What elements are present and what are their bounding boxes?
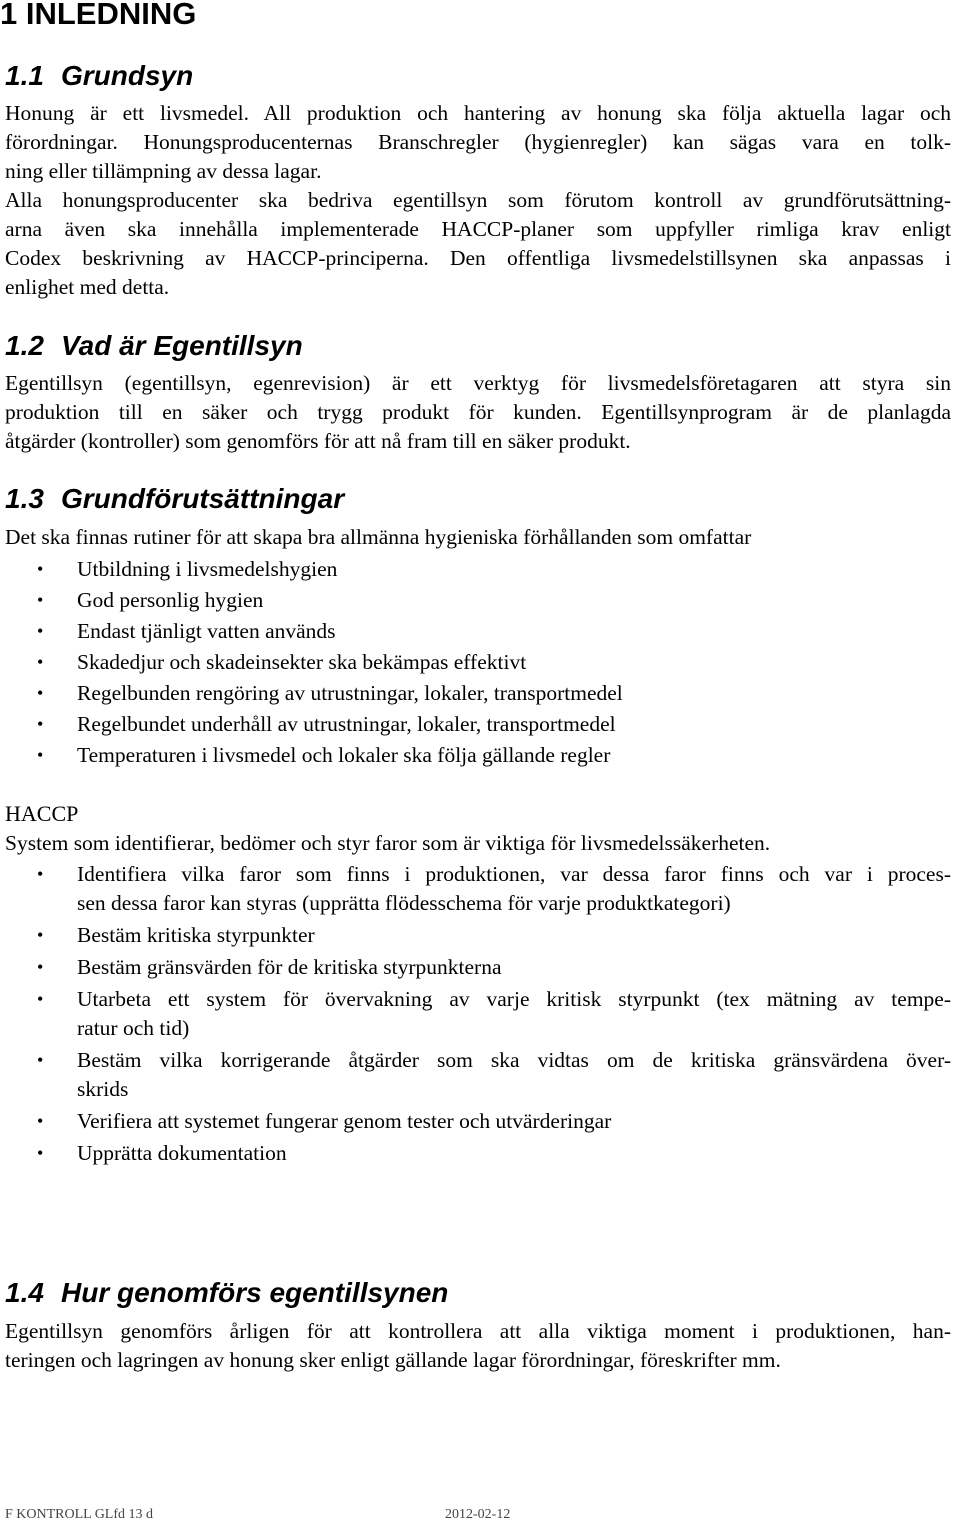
list-item — [5, 860, 951, 918]
paragraph-genomforande — [5, 1317, 951, 1375]
paragraph-haccp-intro — [5, 829, 951, 858]
list-item — [5, 678, 951, 709]
list-item-text: Skadedjur och skadeinsekter ska bekämpas effektivt — [77, 650, 527, 674]
bullet-icon: • — [37, 1143, 44, 1163]
list-item-text: sen dessa faror kan styras (upprätta flödesschema för varje produktkategori) — [77, 891, 731, 915]
list-item-text: Bestäm vilka korrigerande åtgärder som ska vidtas om de kritiska gränsvärdena över- — [77, 1048, 951, 1072]
section-number: 1.3 — [5, 483, 44, 514]
footer-date: 2012-02-12 — [445, 1507, 511, 1522]
text-line: Egentillsyn genomförs årligen för att kontrollera att alla viktiga moment i produktionen, han- — [5, 1319, 951, 1343]
bullet-icon: • — [37, 683, 44, 703]
text-line: arna även ska innehålla implementerade HACCP-planer som uppfyller rimliga krav enligt — [5, 217, 951, 241]
list-item — [5, 709, 951, 740]
section-heading-1-1 — [5, 59, 193, 93]
bullet-icon: • — [37, 1111, 44, 1131]
section-title: Grundsyn — [61, 60, 194, 91]
bullet-icon: • — [37, 745, 44, 765]
chapter-heading: 1 INLEDNING — [0, 0, 197, 31]
bullet-icon: • — [37, 714, 44, 734]
bullet-icon: • — [37, 621, 44, 641]
bullet-icon: • — [37, 957, 44, 977]
section-title: Grundförutsättningar — [61, 483, 345, 514]
list-item-text: Utbildning i livsmedelshygien — [77, 557, 338, 581]
list-item — [5, 921, 951, 950]
list-item-text: Identifiera vilka faror som finns i produktionen, var dessa faror finns och var i proces- — [77, 862, 951, 886]
list-item — [5, 647, 951, 678]
list-item-text: Bestäm gränsvärden för de kritiska styrpunkterna — [77, 955, 502, 979]
text-line: System som identifierar, bedömer och styr faror som är viktiga för livsmedelssäkerheten. — [5, 831, 771, 855]
list-item — [5, 1139, 951, 1168]
section-number: 1.2 — [5, 330, 44, 361]
footer-doc-id: F KONTROLL GLfd 13 d — [5, 1507, 154, 1522]
paragraph-grundsyn-2 — [5, 186, 951, 302]
section-number: 1.1 — [5, 60, 44, 91]
list-item — [5, 1046, 951, 1104]
text-line: enlighet med detta. — [5, 275, 170, 299]
list-item — [5, 985, 951, 1043]
section-heading-1-4 — [5, 1276, 448, 1310]
text-line: Codex beskrivning av HACCP-principerna. Den offentliga livsmedelstillsynen ska anpassas i — [5, 246, 951, 270]
page-footer — [5, 1506, 951, 1524]
list-item — [5, 616, 951, 647]
list-item-text: Utarbeta ett system för övervakning av varje kritisk styrpunkt (tex mätning av tempe- — [77, 987, 951, 1011]
bullet-icon: • — [37, 559, 44, 579]
haccp-list — [5, 860, 951, 1168]
bullet-icon: • — [37, 590, 44, 610]
prerequisite-list — [5, 554, 951, 771]
text-line: åtgärder (kontroller) som genomförs för att nå fram till en säker produkt. — [5, 429, 631, 453]
section-title: Vad är Egentillsyn — [61, 330, 303, 361]
section-heading-1-2 — [5, 329, 303, 363]
section-title: Hur genomförs egentillsynen — [61, 1277, 449, 1308]
section-heading-1-3 — [5, 482, 344, 516]
text-line: ning eller tillämpning av dessa lagar. — [5, 159, 322, 183]
list-item-text: skrids — [77, 1077, 129, 1101]
haccp-heading: HACCP — [5, 801, 79, 826]
bullet-icon: • — [37, 989, 44, 1009]
bullet-icon: • — [37, 925, 44, 945]
list-item-text: ratur och tid) — [77, 1016, 190, 1040]
text-line: Honung är ett livsmedel. All produktion och hantering av honung ska följa aktuella lagar och — [5, 101, 951, 125]
list-item — [5, 953, 951, 982]
list-item — [5, 1107, 951, 1136]
text-line: teringen och lagringen av honung sker enligt gällande lagar förordningar, föreskrifter mm. — [5, 1348, 781, 1372]
text-line: förordningar. Honungsproducenternas Branschregler (hygienregler) kan sägas vara en tolk- — [5, 130, 951, 154]
list-item — [5, 740, 951, 771]
text-line: Det ska finnas rutiner för att skapa bra allmänna hygieniska förhållanden som omfattar — [5, 525, 752, 549]
list-item-text: Temperaturen i livsmedel och lokaler ska följa gällande regler — [77, 743, 611, 767]
list-item-text: Endast tjänligt vatten används — [77, 619, 336, 643]
text-line: Egentillsyn (egentillsyn, egenrevision) är ett verktyg för livsmedelsföretagaren att styra sin — [5, 371, 951, 395]
paragraph-grundsyn-1 — [5, 99, 951, 186]
list-item-text: Verifiera att systemet fungerar genom tester och utvärderingar — [77, 1109, 612, 1133]
list-item — [5, 585, 951, 616]
paragraph-grundforutsattningar-intro — [5, 523, 951, 552]
list-item-text: Upprätta dokumentation — [77, 1141, 287, 1165]
paragraph-egentillsyn — [5, 369, 951, 456]
bullet-icon: • — [37, 652, 44, 672]
bullet-icon: • — [37, 1050, 44, 1070]
list-item — [5, 554, 951, 585]
text-line: Alla honungsproducenter ska bedriva egentillsyn som förutom kontroll av grundförutsättning- — [5, 188, 951, 212]
list-item-text: Regelbunden rengöring av utrustningar, lokaler, transportmedel — [77, 681, 623, 705]
list-item-text: Regelbundet underhåll av utrustningar, lokaler, transportmedel — [77, 712, 616, 736]
list-item-text: Bestäm kritiska styrpunkter — [77, 923, 315, 947]
text-line: produktion till en säker och trygg produkt för kunden. Egentillsynprogram är de planlagda — [5, 400, 951, 424]
bullet-icon: • — [37, 864, 44, 884]
section-number: 1.4 — [5, 1277, 44, 1308]
list-item-text: God personlig hygien — [77, 588, 264, 612]
